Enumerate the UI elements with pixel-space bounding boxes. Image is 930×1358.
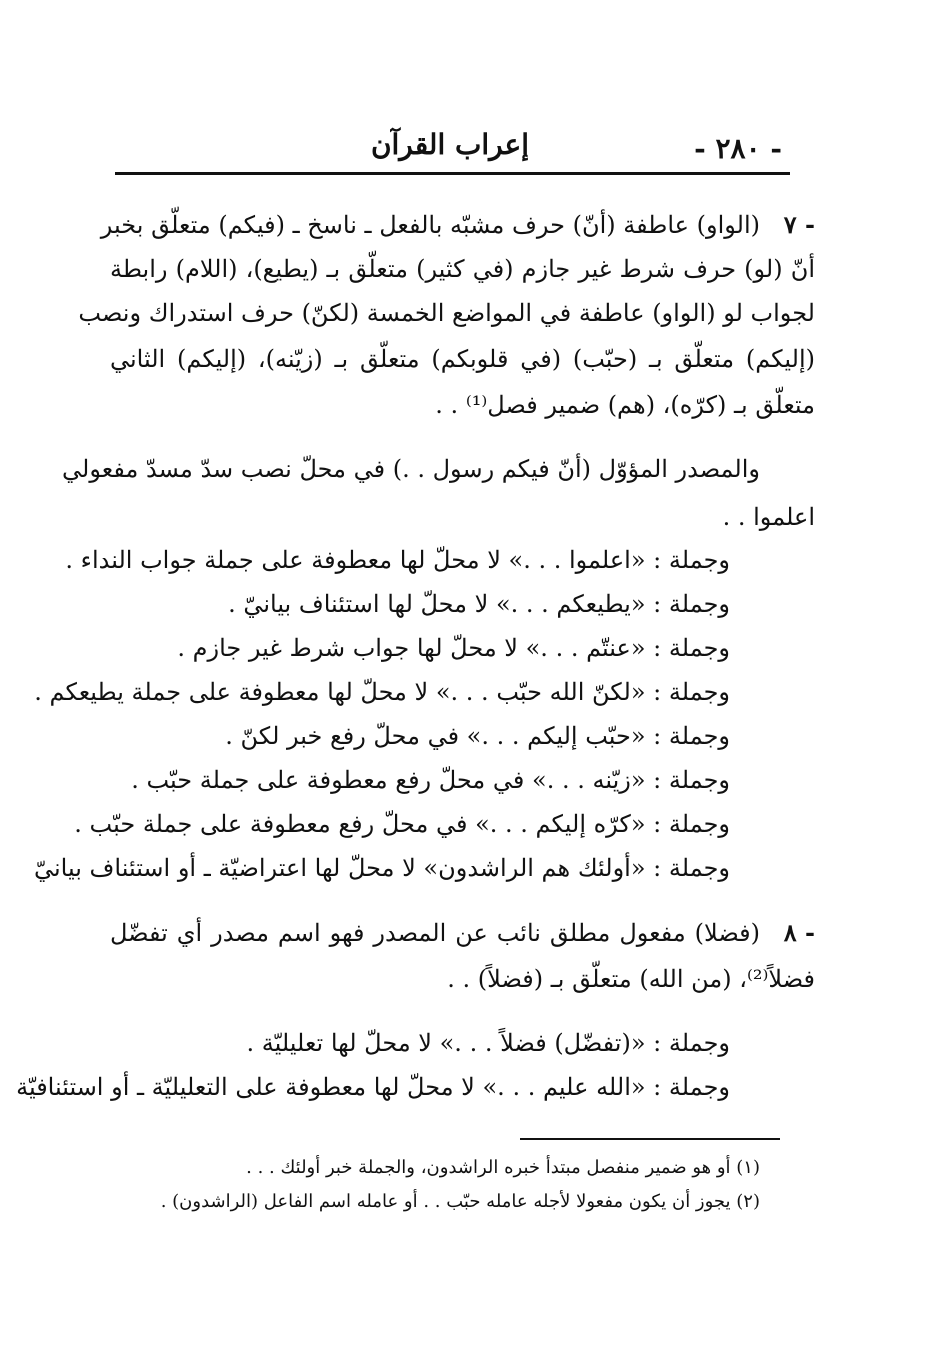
paragraph-7-line-3: لجواب لو (الواو) عاطفة في المواضع الخمسة (لكنّ) حرف استدراك ونصب: [78, 299, 815, 327]
page-number: - ٢٨٠ -: [694, 132, 782, 165]
paragraph-7-line-4: (إليكم) متعلّق بـ (حبّب) (في قلوبكم) متعلّق بـ (زيّنه)، (إليكم) الثاني: [110, 345, 816, 373]
paragraph-7-line-1: (الواو) عاطفة (أنّ) حرف مشبّه بالفعل ـ ناسخ ـ (فيكم) متعلّق بخبر: [100, 211, 760, 239]
page-header: [110, 128, 790, 168]
paragraph-7-line-5: متعلّق بـ (كرّه)، (هم) ضمير فصل⁽¹⁾ . .: [435, 391, 815, 419]
paragraph-8-line-1: (فضلا) مفعول مطلق نائب عن المصدر فهو اسم مصدر أي تفضّل: [110, 919, 760, 947]
paragraph-8-line-2: فضلاً⁽²⁾، (من الله) متعلّق بـ (فضلاً) . .: [447, 965, 815, 993]
sentence-7-7: وجملة : «كرّه إليكم . . .» في محلّ رفع معطوفة على جملة حبّب .: [74, 810, 730, 838]
sentence-7-5: وجملة : «حبّب إليكم . . .» في محلّ رفع خبر لكنّ .: [225, 722, 730, 750]
sentence-7-2: وجملة : «يطيعكم . . .» لا محلّ لها استئناف بيانيّ .: [228, 590, 730, 618]
sentence-7-6: وجملة : «زيّنه . . .» في محلّ رفع معطوفة على جملة حبّب .: [131, 766, 730, 794]
sentence-8-1: وجملة : «(تفضّل) فضلاً . . .» لا محلّ لها تعليليّة .: [246, 1029, 730, 1057]
running-title: إعراب القرآن: [370, 128, 530, 161]
sentence-7-3: وجملة : «عنتّم . . .» لا محلّ لها جواب شرط غير جازم .: [177, 634, 730, 662]
masdar-line-2: اعلموا . .: [722, 503, 815, 531]
sentence-8-2: وجملة : «الله عليم . . .» لا محلّ لها معطوفة على التعليليّة ـ أو استئنافيّة: [16, 1073, 730, 1101]
sentence-7-1: وجملة : «اعلموا . . .» لا محلّ لها معطوفة على جملة جواب النداء .: [65, 546, 730, 574]
sentence-7-4: وجملة : «لكنّ الله حبّب . . .» لا محلّ لها معطوفة على جملة يطيعكم .: [34, 678, 730, 706]
paragraph-8-number: ٨ -: [783, 918, 815, 947]
sentence-7-8: وجملة : «أولئك هم الراشدون» لا محلّ لها اعتراضيّة ـ أو استئناف بيانيّ: [33, 854, 730, 882]
paragraph-7-line-2: أنّ (لو) حرف شرط غير جازم (في كثير) متعلّق بـ (يطيع)، (اللام) رابطة: [110, 255, 815, 283]
header-rule: [115, 172, 790, 175]
footnote-rule: [520, 1138, 780, 1140]
footnote-2: (٢) يجوز أن يكون مفعولا لأجله عامله حبّب . . أو عامله اسم الفاعل (الراشدون) .: [160, 1191, 760, 1212]
paragraph-7-number: ٧ -: [783, 210, 815, 239]
footnote-1: (١) أو هو ضمير منفصل مبتدأ خبره الراشدون، والجملة خبر أولئك . . .: [246, 1157, 760, 1178]
masdar-line-1: والمصدر المؤوّل (أنّ فيكم رسول . .) في محلّ نصب سدّ مسدّ مفعولي: [62, 455, 760, 483]
